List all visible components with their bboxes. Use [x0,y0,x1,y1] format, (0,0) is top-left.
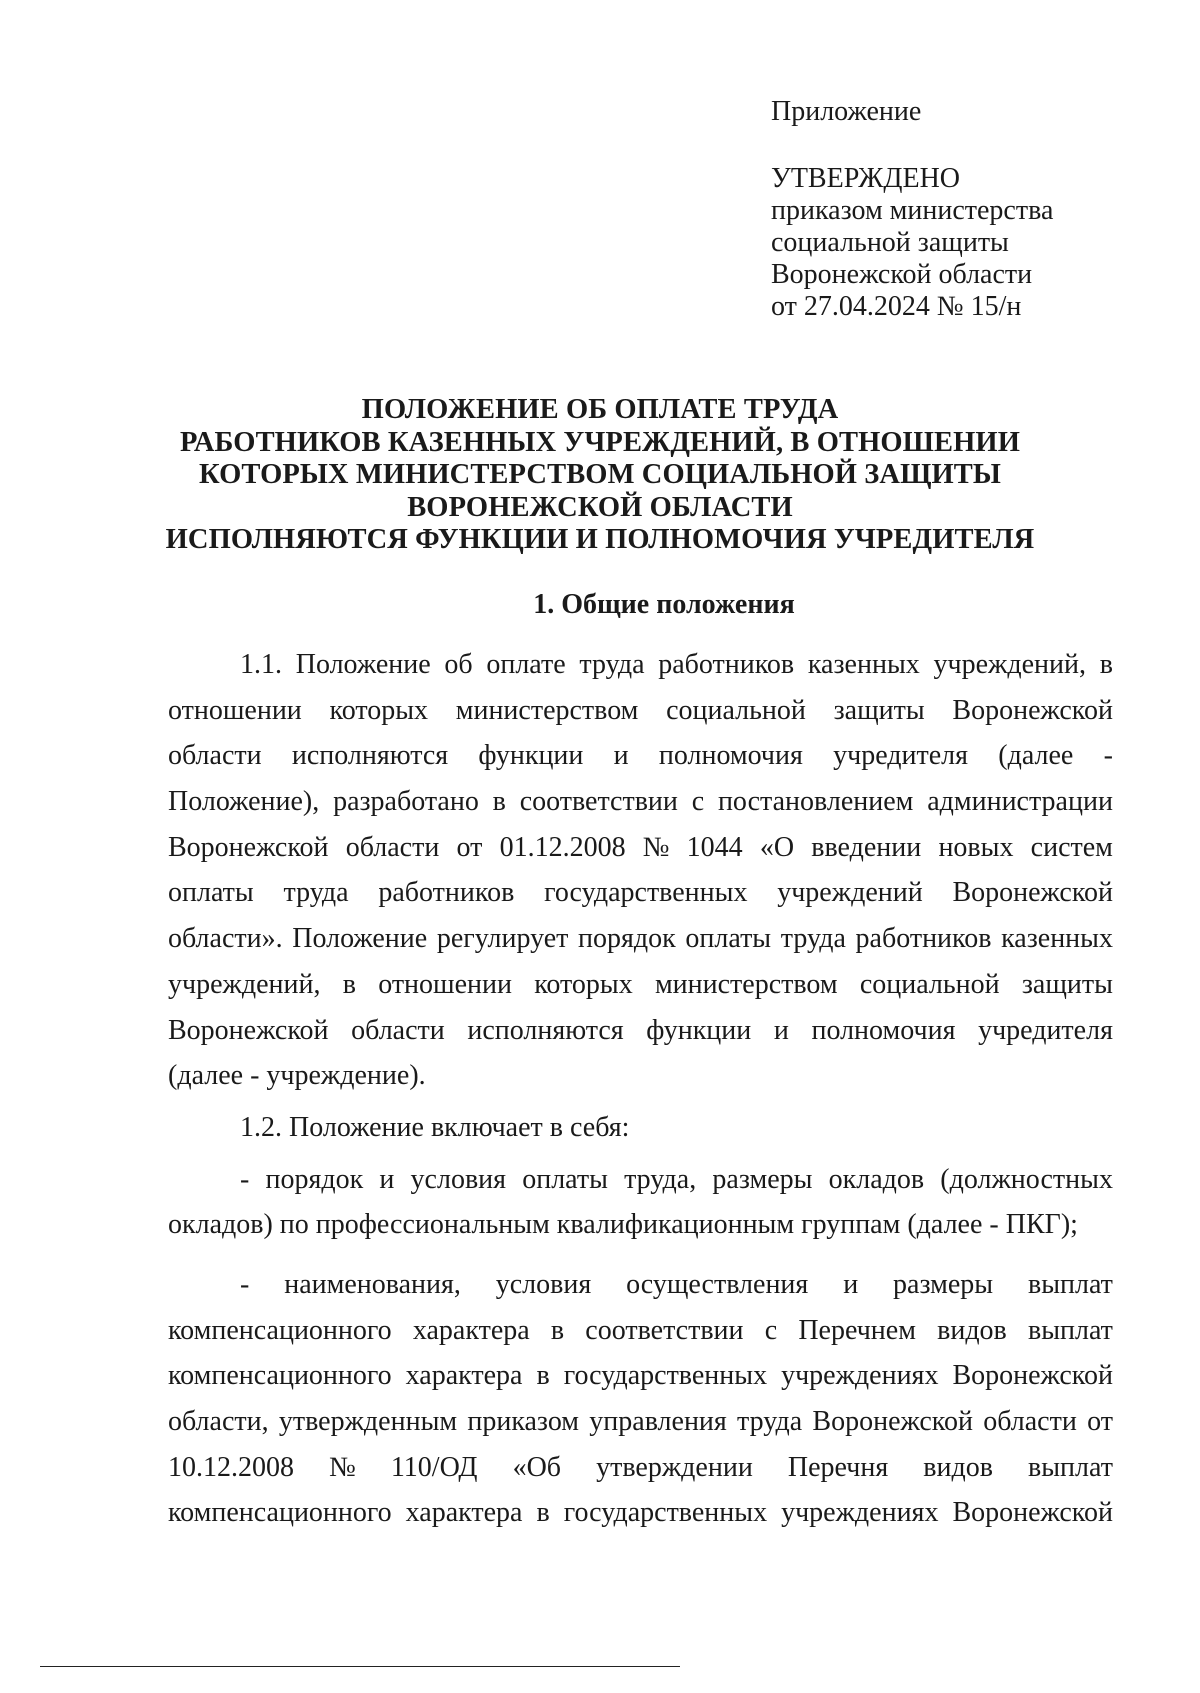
text-line [168,786,1113,832]
word: - [250,1060,260,1092]
word: в [536,1497,550,1529]
word: Воронежской [952,1360,1113,1392]
word: Воронежской [168,831,329,863]
word: социальной [859,968,1000,1000]
word: государственных [563,1497,768,1529]
text-line [168,740,1113,786]
text-line [168,923,1113,969]
word: от [456,831,483,863]
word: учреждений, [168,968,321,1000]
text-line [168,1360,1113,1406]
paragraph-1-2 [168,1112,1113,1158]
word: характера [405,1360,523,1392]
word: Воронежской [952,1497,1113,1529]
word: профессиональным [315,1209,550,1241]
word: систем [1030,831,1113,863]
word: осуществления [626,1268,809,1300]
word: с [691,786,705,818]
word: Перечня [787,1451,889,1483]
paragraph-list-item-2 [168,1269,1113,1543]
body-text [168,649,1113,1543]
title-line: РАБОТНИКОВ КАЗЕННЫХ УЧРЕЖДЕНИЙ, В ОТНОШЕНИИ [180,426,1020,458]
word: и [379,1163,395,1195]
word: - [1103,740,1113,772]
word: учреждений, [933,649,1086,680]
appendix-label: Приложение [771,96,922,127]
word: в [536,1360,550,1392]
word: в [550,1314,565,1346]
word: - [240,1163,250,1195]
word: условия [410,1163,507,1195]
text-line [168,1315,1113,1361]
word: характера [412,1314,530,1346]
word: Положение [295,649,431,680]
word: исполняются [467,1014,624,1046]
word: условия [495,1268,592,1300]
word: утвержденным [278,1406,458,1437]
word: компенсационного [168,1360,392,1392]
word: 1044 [686,831,743,863]
text-line [168,969,1113,1015]
word: «О [759,831,795,863]
word: утверждении [596,1451,753,1483]
word: об [444,649,473,680]
word: администрации [927,786,1113,818]
word: управления [589,1406,727,1437]
word: области [345,831,440,863]
word: и [613,740,629,772]
word: работников [855,923,992,955]
word: группам [801,1209,901,1241]
word: труда [283,877,349,909]
word: (должностных [940,1163,1113,1195]
word: новых [938,831,1014,863]
approval-line: УТВЕРЖДЕНО [771,163,961,194]
word: учреждений [777,877,923,909]
word: области [983,1406,1077,1437]
word: защиты [1021,968,1113,1000]
word: казенных [807,649,920,680]
word: порядок [265,1163,364,1195]
text-line [168,1497,1113,1543]
word: Положение [289,1111,424,1143]
text-line [168,1015,1113,1061]
word: учреждениях [781,1360,939,1392]
title-line: ИСПОЛНЯЮТСЯ ФУНКЦИИ И ПОЛНОМОЧИЯ УЧРЕДИТЕЛЯ [165,524,1035,555]
title-line: ВОРОНЕЖСКОЙ ОБЛАСТИ [407,491,793,523]
text-line [168,1164,1113,1210]
word: № [642,831,670,863]
word: Перечнем [798,1314,916,1346]
word: которых [534,968,633,1000]
word: в [549,1111,563,1143]
word: Воронежской [952,877,1113,909]
word: (далее [998,740,1074,772]
word: исполняются [291,740,449,772]
approval-line: от 27.04.2024 № 15/н [771,291,1022,322]
footer-rule [40,1666,680,1667]
word: отношении [168,694,302,726]
word: введении [811,831,922,863]
word: регулирует [436,923,569,955]
word: министерством [455,694,639,726]
word: с [764,1314,778,1346]
word: порядок [578,923,676,955]
word: Положение), [168,786,320,818]
word: учреждение). [266,1060,426,1092]
word: окладов [828,1163,925,1195]
text-line [168,1060,1113,1106]
word: выплат [1027,1314,1113,1346]
word: труда [780,923,846,955]
word: функции [478,740,584,772]
word: государственных [544,877,748,909]
section-heading: 1. Общие положения [533,589,795,620]
approval-line: социальной защиты [771,227,1009,258]
word: труда [579,649,645,680]
word: 110/ОД [390,1451,478,1483]
word: включает [430,1111,543,1143]
word: Воронежской [952,694,1113,726]
word: - [240,1268,250,1300]
text-line [168,695,1113,741]
word: приказом [467,1406,580,1437]
word: в [1099,649,1113,680]
word: наименования, [284,1268,461,1300]
approval-line: приказом министерства [771,195,1054,226]
word: полномочия [658,740,803,772]
word: 1.1. [240,649,282,680]
word: функции [646,1014,752,1046]
word: казенных [1001,923,1113,955]
text-line [168,832,1113,878]
word: видов [937,1314,1007,1346]
word: 10.12.2008 [168,1451,294,1483]
text-line [168,1112,1113,1158]
word: в [342,968,356,1000]
word: социальной [666,694,806,726]
text-line [168,1269,1113,1315]
word: области, [168,1406,269,1437]
word: которых [329,694,429,726]
word: от [1087,1406,1113,1437]
word: учреждениях [781,1497,939,1529]
word: по [279,1209,309,1241]
word: и [843,1268,859,1300]
word: труда, [624,1163,697,1195]
text-line [168,877,1113,923]
word: в [492,786,506,818]
word: выплат [1027,1268,1113,1300]
word: области [168,740,262,772]
word: учредителя [833,740,969,772]
word: оплате [486,649,566,680]
word: государственных [563,1360,768,1392]
paragraph-1-1 [168,649,1113,1106]
word: работников [378,877,515,909]
word: выплат [1028,1451,1113,1483]
title-line: КОТОРЫХ МИНИСТЕРСТВОМ СОЦИАЛЬНОЙ ЗАЩИТЫ [199,459,1001,490]
word: и [773,1014,789,1046]
document-title [130,394,1070,557]
paragraph-list-item-1 [168,1164,1113,1255]
word: 01.12.2008 [499,831,626,863]
word: окладов) [168,1209,273,1241]
word: квалификационным [556,1209,795,1241]
word: характера [405,1497,523,1529]
word: - [989,1209,999,1241]
text-line [168,1406,1113,1452]
word: оплаты [168,877,254,909]
word: оплаты [685,923,772,955]
word: «Об [512,1451,562,1483]
word: области». [168,923,283,955]
word: № [329,1451,356,1483]
word: защиты [833,694,925,726]
word: компенсационного [168,1497,392,1529]
word: полномочия [811,1014,956,1046]
approval-line: Воронежской области [771,259,1033,290]
word: министерством [654,968,838,1000]
word: Положение [292,923,428,955]
word: видов [923,1451,993,1483]
title-line: ПОЛОЖЕНИЕ ОБ ОПЛАТЕ ТРУДА [361,394,839,425]
word: компенсационного [168,1314,392,1346]
word: соответствии [585,1314,744,1346]
word: отношении [378,968,512,1000]
word: Воронежской [812,1406,973,1437]
word: размеры [712,1163,813,1195]
word: размеры [893,1268,994,1300]
word: 1.2. [240,1111,282,1143]
approval-block [771,96,1151,323]
text-line [168,649,1113,695]
word: ПКГ); [1005,1209,1078,1241]
word: работников [658,649,795,680]
text-line [168,1209,1113,1255]
word: соответствии [519,786,678,818]
word: разработано [333,786,479,818]
word: труда [737,1406,803,1437]
word: Воронежской [168,1014,329,1046]
word: себя: [570,1111,630,1143]
word: области [351,1014,445,1046]
word: (далее [907,1209,983,1241]
word: постановлением [717,786,914,818]
word: учредителя [978,1014,1113,1046]
word: (далее [168,1060,244,1092]
word: оплаты [522,1163,608,1195]
text-line [168,1452,1113,1498]
